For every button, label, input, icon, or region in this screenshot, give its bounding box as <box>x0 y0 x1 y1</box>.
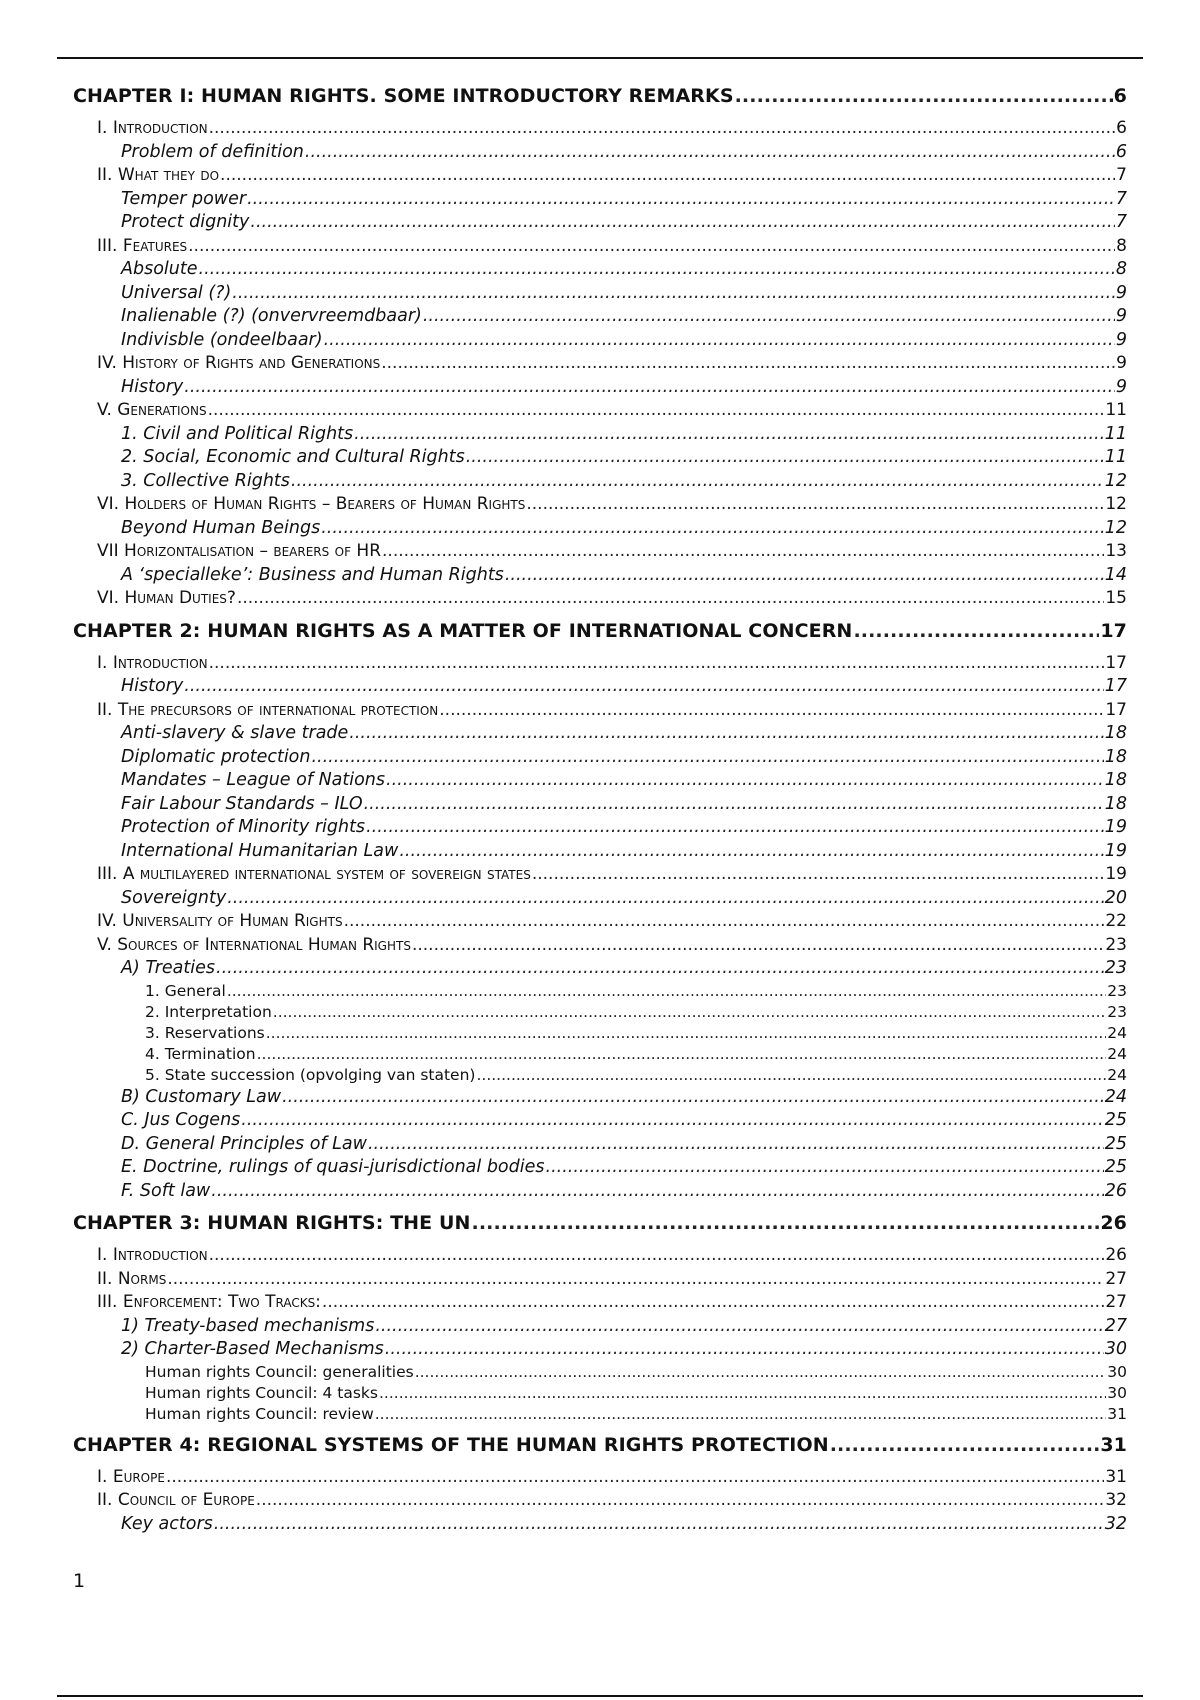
toc-entry-page: 17 <box>1100 619 1127 642</box>
toc-section[interactable] <box>73 699 1127 723</box>
toc-entry-page: 24 <box>1107 1044 1127 1063</box>
toc-entry-page: 13 <box>1105 541 1127 561</box>
toc-entry-page: 11 <box>1104 423 1127 444</box>
toc-entry-title: A) Treaties <box>121 958 215 978</box>
dot-leader <box>472 1210 1100 1236</box>
toc-subsection[interactable] <box>73 1156 1127 1180</box>
toc-entry-title: V. Sources of International Human Rights <box>97 934 411 955</box>
dot-leader <box>167 1268 1104 1292</box>
dot-leader <box>227 981 1106 1002</box>
toc-entry-page: 30 <box>1104 1339 1127 1359</box>
dot-leader <box>381 352 1115 376</box>
dot-leader <box>266 1023 1107 1044</box>
dot-leader <box>184 376 1115 400</box>
dot-leader <box>412 934 1104 958</box>
dot-leader <box>184 675 1103 699</box>
toc-section[interactable] <box>73 1489 1127 1513</box>
toc-entry-page: 7 <box>1115 188 1127 209</box>
dot-leader <box>386 769 1104 793</box>
toc-entry-page: 12 <box>1104 470 1127 491</box>
dot-leader <box>227 887 1104 911</box>
toc-entry-page: 6 <box>1113 85 1127 107</box>
toc-subsection[interactable] <box>73 957 1127 981</box>
toc-entry-page: 30 <box>1107 1362 1127 1381</box>
toc-entry-title: Sovereignty <box>121 887 227 908</box>
toc-entry-page: 20 <box>1104 887 1127 908</box>
toc-section[interactable] <box>73 1244 1127 1268</box>
toc-entry-title: Key actors <box>121 1513 213 1534</box>
dot-leader <box>250 211 1114 235</box>
toc-subsection[interactable] <box>73 446 1127 470</box>
toc-entry-title: III. A multilayered international system of sovereign states <box>97 864 531 884</box>
dot-leader <box>375 1315 1103 1339</box>
dot-leader <box>209 1244 1105 1268</box>
toc-section[interactable] <box>73 934 1127 958</box>
toc-entry-title: IV. History of Rights and Generations <box>97 353 381 373</box>
toc-entry-page: 7 <box>1115 212 1127 232</box>
dot-leader <box>237 587 1104 611</box>
toc-section[interactable] <box>73 493 1127 517</box>
dot-leader <box>546 1156 1104 1180</box>
toc-subsection[interactable] <box>73 188 1127 212</box>
toc-subsection[interactable] <box>73 211 1127 235</box>
toc-entry-title: I. Introduction <box>97 652 208 673</box>
toc-entry-title: History <box>121 676 184 696</box>
toc-chapter[interactable] <box>73 1210 1127 1236</box>
toc-subsection[interactable] <box>73 564 1127 588</box>
dot-leader <box>366 816 1104 840</box>
toc-chapter[interactable] <box>73 83 1127 109</box>
toc-entry-title: II. What they do <box>97 165 220 185</box>
dot-leader <box>324 329 1115 353</box>
toc-entry-title: Human rights Council: 4 tasks <box>145 1383 378 1402</box>
dot-leader <box>415 1362 1107 1383</box>
toc-subsection[interactable] <box>73 887 1127 911</box>
toc-entry-title: V. Generations <box>97 400 207 420</box>
toc-entry-page: 9 <box>1115 282 1127 303</box>
toc-entry-page: 14 <box>1104 564 1127 585</box>
toc-subsection[interactable] <box>73 722 1127 746</box>
toc-entry-title: VI. Human Duties? <box>97 588 236 608</box>
toc-entry-title: II. The precursors of international protection <box>97 699 439 720</box>
dot-leader <box>399 840 1103 864</box>
toc-entry-page: 26 <box>1104 1180 1127 1201</box>
toc-entry-page: 31 <box>1107 1404 1127 1423</box>
toc-entry-title: Mandates – League of Nations <box>121 770 386 790</box>
dot-leader <box>214 1513 1104 1537</box>
dot-leader <box>220 164 1115 188</box>
toc-section[interactable] <box>73 652 1127 676</box>
toc-item[interactable] <box>73 1002 1127 1023</box>
toc-entry-title: CHAPTER 3: HUMAN RIGHTS: THE UN <box>73 1212 471 1234</box>
toc-subsection[interactable] <box>73 1133 1127 1157</box>
toc-entry-page: 17 <box>1105 652 1127 673</box>
toc-entry-title: Problem of definition <box>121 141 304 162</box>
toc-entry-title: 3. Collective Rights <box>121 470 290 491</box>
toc-entry-title: E. Doctrine, rulings of quasi-jurisdictional bodies <box>121 1157 545 1177</box>
toc-entry-page: 18 <box>1104 723 1127 743</box>
toc-entry-title: Universal (?) <box>121 282 232 303</box>
toc-section[interactable] <box>73 587 1127 611</box>
toc-entry-title: Fair Labour Standards – ILO <box>121 793 363 814</box>
dot-leader <box>853 618 1099 644</box>
toc-entry-title: Human rights Council: review <box>145 1404 374 1423</box>
toc-subsection[interactable] <box>73 470 1127 494</box>
toc-subsection[interactable] <box>73 517 1127 541</box>
toc-subsection[interactable] <box>73 1513 1127 1537</box>
toc-entry-title: 4. Termination <box>145 1044 256 1063</box>
dot-leader <box>257 1044 1107 1065</box>
toc-entry-page: 11 <box>1105 400 1127 420</box>
toc-entry-page: 22 <box>1105 911 1127 931</box>
toc-subsection[interactable] <box>73 141 1127 165</box>
toc-entry-page: 19 <box>1104 817 1127 837</box>
toc-entry-page: 12 <box>1105 494 1127 514</box>
dot-leader <box>364 793 1104 817</box>
toc-entry-title: Inalienable (?) (onvervreemdbaar) <box>121 306 422 326</box>
bottom-rule <box>57 1695 1143 1697</box>
toc-item[interactable] <box>73 1404 1127 1425</box>
toc-entry-page: 26 <box>1105 1245 1127 1265</box>
toc-subsection[interactable] <box>73 1315 1127 1339</box>
toc-subsection[interactable] <box>73 376 1127 400</box>
page-number: 1 <box>73 1570 86 1592</box>
toc-entry-page: 6 <box>1116 118 1127 138</box>
toc-entry-page: 23 <box>1107 1002 1127 1021</box>
dot-leader <box>439 699 1104 723</box>
toc-item[interactable] <box>73 1044 1127 1065</box>
dot-leader <box>291 470 1104 494</box>
toc-entry-page: 25 <box>1104 1157 1127 1177</box>
toc-entry-page: 24 <box>1107 1023 1127 1042</box>
toc-entry-page: 25 <box>1104 1110 1127 1130</box>
toc-entry-title: VI. Holders of Human Rights – Bearers of Human Rights <box>97 494 526 514</box>
dot-leader <box>526 493 1104 517</box>
dot-leader <box>423 305 1115 329</box>
toc-entry-page: 18 <box>1104 746 1127 767</box>
toc-entry-title: I. Europe <box>97 1466 165 1487</box>
dot-leader <box>830 1432 1100 1458</box>
toc-entry-title: Indivisble (ondeelbaar) <box>121 329 323 350</box>
toc-entry-page: 9 <box>1115 306 1127 326</box>
toc-entry-title: II. Council of Europe <box>97 1490 255 1510</box>
toc-section[interactable] <box>73 863 1127 887</box>
toc-item[interactable] <box>73 1362 1127 1383</box>
toc-subsection[interactable] <box>73 769 1127 793</box>
toc-entry-title: II. Norms <box>97 1268 167 1289</box>
toc-entry-title: Human rights Council: generalities <box>145 1362 414 1381</box>
toc-entry-page: 31 <box>1100 1433 1127 1456</box>
toc-entry-title: I. Introduction <box>97 1245 208 1265</box>
toc-entry-page: 8 <box>1116 235 1127 256</box>
toc-entry-title: 2) Charter-Based Mechanisms <box>121 1339 384 1359</box>
dot-leader <box>385 1338 1104 1362</box>
toc-entry-page: 25 <box>1104 1133 1127 1154</box>
toc-entry-page: 30 <box>1107 1383 1127 1402</box>
toc-entry-title: III. Features <box>97 235 188 256</box>
toc-entry-page: 9 <box>1115 329 1127 350</box>
dot-leader <box>166 1466 1104 1490</box>
toc-item[interactable] <box>73 1065 1127 1086</box>
toc-entry-title: 1. General <box>145 981 226 1000</box>
toc-entry-page: 15 <box>1105 588 1127 608</box>
toc-section[interactable] <box>73 164 1127 188</box>
toc-section[interactable] <box>73 117 1127 141</box>
toc-subsection[interactable] <box>73 793 1127 817</box>
toc-entry-title: 1) Treaty-based mechanisms <box>121 1315 375 1336</box>
dot-leader <box>247 188 1115 212</box>
toc-entry-title: A ‘specialleke’: Business and Human Rights <box>121 564 504 585</box>
dot-leader <box>375 1404 1107 1425</box>
toc-entry-page: 23 <box>1105 934 1127 955</box>
dot-leader <box>476 1065 1106 1086</box>
toc-entry-page: 27 <box>1104 1315 1127 1336</box>
toc-entry-title: CHAPTER 4: REGIONAL SYSTEMS OF THE HUMAN RIGHTS PROTECTION <box>73 1433 829 1456</box>
toc-subsection[interactable] <box>73 305 1127 329</box>
dot-leader <box>311 746 1103 770</box>
toc-entry-page: 24 <box>1104 1086 1127 1107</box>
dot-leader <box>256 1489 1105 1513</box>
toc-entry-page: 26 <box>1100 1212 1127 1234</box>
dot-leader <box>208 399 1105 423</box>
toc-section[interactable] <box>73 235 1127 259</box>
dot-leader <box>322 1291 1104 1315</box>
dot-leader <box>282 1086 1104 1110</box>
toc-entry-title: 5. State succession (opvolging van staten) <box>145 1065 476 1084</box>
toc-entry-title: IV. Universality of Human Rights <box>97 911 343 931</box>
toc-entry-page: 23 <box>1104 958 1127 978</box>
toc-entry-title: 2. Social, Economic and Cultural Rights <box>121 447 465 467</box>
toc-section[interactable] <box>73 1268 1127 1292</box>
toc-subsection[interactable] <box>73 816 1127 840</box>
toc-entry-title: CHAPTER I: HUMAN RIGHTS. SOME INTRODUCTORY REMARKS <box>73 85 734 107</box>
toc-section[interactable] <box>73 352 1127 376</box>
toc-entry-title: Absolute <box>121 259 198 279</box>
toc-entry-title: III. Enforcement: Two Tracks: <box>97 1292 321 1312</box>
toc-entry-page: 9 <box>1116 353 1127 373</box>
toc-entry-page: 27 <box>1105 1292 1127 1312</box>
toc-entry-title: 2. Interpretation <box>145 1002 272 1021</box>
toc-entry-page: 17 <box>1104 676 1127 696</box>
toc-section[interactable] <box>73 910 1127 934</box>
toc-subsection[interactable] <box>73 329 1127 353</box>
toc-entry-title: VII Horizontalisation – bearers of HR <box>97 541 382 561</box>
toc-entry-page: 18 <box>1104 793 1127 814</box>
toc-entry-page: 27 <box>1105 1268 1127 1289</box>
toc-section[interactable] <box>73 399 1127 423</box>
toc-entry-page: 8 <box>1115 259 1127 279</box>
toc-item[interactable] <box>73 1023 1127 1044</box>
toc-entry-title: B) Customary Law <box>121 1086 282 1107</box>
dot-leader <box>232 282 1115 306</box>
toc-entry-title: C. Jus Cogens <box>121 1110 241 1130</box>
top-rule <box>57 57 1143 59</box>
toc-subsection[interactable] <box>73 423 1127 447</box>
dot-leader <box>209 117 1116 141</box>
dot-leader <box>505 564 1104 588</box>
dot-leader <box>368 1133 1104 1157</box>
dot-leader <box>209 652 1105 676</box>
toc-entry-title: Temper power <box>121 188 247 209</box>
dot-leader <box>241 1109 1103 1133</box>
toc-entry-page: 31 <box>1105 1466 1127 1487</box>
toc-entry-title: International Humanitarian Law <box>121 840 399 861</box>
toc-subsection[interactable] <box>73 1109 1127 1133</box>
toc-subsection[interactable] <box>73 675 1127 699</box>
dot-leader <box>211 1180 1103 1204</box>
dot-leader <box>305 141 1115 165</box>
toc-entry-page: 32 <box>1104 1513 1127 1534</box>
toc-entry-page: 6 <box>1115 141 1127 162</box>
toc-section[interactable] <box>73 1466 1127 1490</box>
toc-entry-page: 23 <box>1107 981 1127 1000</box>
toc-subsection[interactable] <box>73 258 1127 282</box>
table-of-contents <box>73 83 1127 1536</box>
toc-entry-page: 12 <box>1104 517 1127 538</box>
dot-leader <box>382 540 1104 564</box>
toc-subsection[interactable] <box>73 840 1127 864</box>
toc-entry-title: CHAPTER 2: HUMAN RIGHTS AS A MATTER OF INTERNATIONAL CONCERN <box>73 619 853 642</box>
dot-leader <box>321 517 1103 541</box>
toc-entry-title: Protection of Minority rights <box>121 817 366 837</box>
toc-entry-title: Protect dignity <box>121 212 250 232</box>
toc-entry-title: I. Introduction <box>97 118 208 138</box>
toc-entry-title: History <box>121 376 184 397</box>
toc-chapter[interactable] <box>73 618 1127 644</box>
toc-subsection[interactable] <box>73 1338 1127 1362</box>
toc-entry-page: 11 <box>1104 447 1127 467</box>
dot-leader <box>199 258 1115 282</box>
toc-entry-page: 7 <box>1116 165 1127 185</box>
toc-entry-title: 3. Reservations <box>145 1023 265 1042</box>
toc-entry-page: 9 <box>1115 376 1127 397</box>
toc-entry-title: Diplomatic protection <box>121 746 311 767</box>
toc-subsection[interactable] <box>73 282 1127 306</box>
toc-entry-page: 24 <box>1107 1065 1127 1084</box>
toc-entry-title: Anti-slavery & slave trade <box>121 723 349 743</box>
dot-leader <box>354 423 1104 447</box>
toc-entry-page: 32 <box>1105 1490 1127 1510</box>
toc-subsection[interactable] <box>73 746 1127 770</box>
dot-leader <box>379 1383 1106 1404</box>
toc-entry-page: 18 <box>1104 770 1127 790</box>
toc-entry-title: D. General Principles of Law <box>121 1133 367 1154</box>
dot-leader <box>344 910 1105 934</box>
toc-item[interactable] <box>73 981 1127 1002</box>
dot-leader <box>216 957 1104 981</box>
toc-item[interactable] <box>73 1383 1127 1404</box>
toc-subsection[interactable] <box>73 1086 1127 1110</box>
toc-entry-title: 1. Civil and Political Rights <box>121 423 354 444</box>
toc-entry-page: 19 <box>1105 864 1127 884</box>
toc-section[interactable] <box>73 1291 1127 1315</box>
toc-entry-title: F. Soft law <box>121 1180 211 1201</box>
toc-entry-page: 19 <box>1104 840 1127 861</box>
dot-leader <box>735 83 1113 109</box>
dot-leader <box>188 235 1115 259</box>
dot-leader <box>466 446 1104 470</box>
toc-subsection[interactable] <box>73 1180 1127 1204</box>
dot-leader <box>273 1002 1106 1023</box>
dot-leader <box>349 722 1103 746</box>
toc-chapter[interactable] <box>73 1432 1127 1458</box>
toc-entry-page: 17 <box>1105 699 1127 720</box>
dot-leader <box>532 863 1105 887</box>
toc-entry-title: Beyond Human Beings <box>121 517 321 538</box>
toc-section[interactable] <box>73 540 1127 564</box>
